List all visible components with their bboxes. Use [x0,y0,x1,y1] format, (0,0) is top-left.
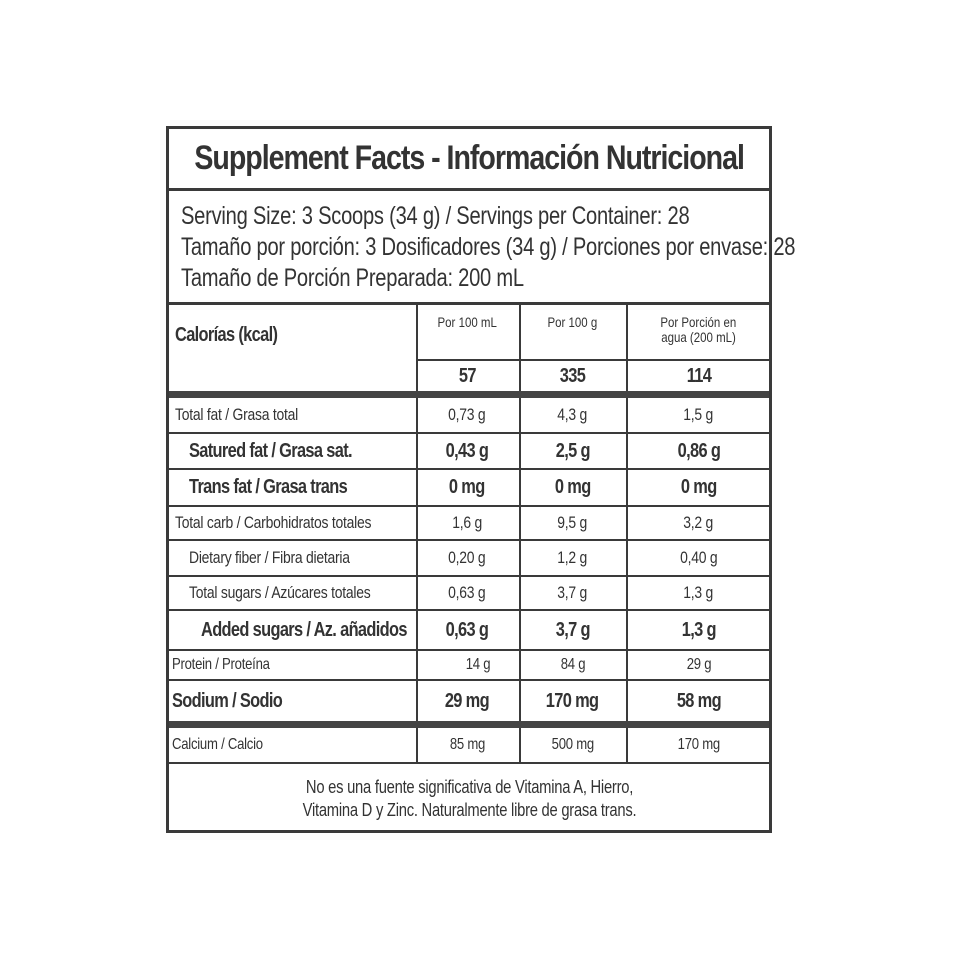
value-per-serving: 1,3 g [681,618,716,641]
value-per-100ml: 1,6 g [452,513,482,532]
value-per-serving: 3,2 g [683,513,714,532]
value-per-serving: 0,86 g [677,439,720,462]
calories-row [169,361,769,391]
divider [169,762,769,764]
value-per-100ml: 85 mg [449,736,485,753]
value-per-100g: 4,3 g [557,405,588,424]
nutrient-row-dietary-fiber [169,541,769,575]
footnote-line-2: Vitamina D y Zinc. Naturalmente libre de grasa trans. [302,799,636,820]
col-header-per-100g: Por 100 g [547,314,598,330]
value-per-100ml: 0,43 g [445,439,489,462]
value-per-100g: 0 mg [554,476,591,498]
thick-divider [169,391,769,398]
value-per-100g: 1,2 g [557,548,588,567]
column-header-row [169,311,769,359]
value-per-100g: 500 mg [551,736,594,753]
nutrient-label: Added sugars / Az. añadidos [201,618,407,641]
value-per-100g: 170 mg [546,689,599,712]
title-section [169,129,769,191]
column-divider [626,305,628,391]
supplement-facts-label [166,126,796,833]
nutrient-label: Total sugars / Azúcares totales [189,583,371,602]
nutrient-row-protein [169,651,769,679]
value-per-serving: 1,5 g [683,405,714,424]
value-per-100g: 2,5 g [555,439,590,462]
value-per-serving: 29 g [686,656,711,673]
footnote-line-1: No es una fuente significativa de Vitamina A, Hierro, [305,776,633,797]
thick-divider [169,721,769,728]
nutrient-label: Total fat / Grasa total [175,405,298,424]
nutrient-row-total-sugars [169,577,769,609]
serving-section [169,191,796,305]
nutrient-row-added-sugars [169,611,769,649]
column-divider [519,305,521,391]
value-per-serving: 1,3 g [683,583,714,602]
column-divider [416,305,418,391]
value-per-serving: 0 mg [680,476,717,498]
value-per-100g: 84 g [560,656,585,673]
calories-per-100ml: 57 [458,364,476,387]
nutrient-row-sodium [169,681,769,721]
value-per-100ml: 0,73 g [448,405,486,424]
nutrient-row-trans-fat [169,470,769,505]
nutrient-row-calcium [169,728,769,762]
value-per-100ml: 29 mg [444,689,490,712]
divider [417,359,769,361]
value-per-serving: 170 mg [677,736,720,753]
prepared-serving-size: Tamaño de Porción Preparada: 200 mL [181,264,524,292]
value-per-100g: 3,7 g [557,583,588,602]
value-per-100ml: 0,63 g [445,618,489,641]
nutrient-row-total-carb [169,507,769,539]
value-per-100ml: 0 mg [449,476,485,498]
value-per-100ml: 0,63 g [448,583,486,602]
calories-per-serving: 114 [686,364,711,387]
nutrient-label: Trans fat / Grasa trans [189,476,348,498]
col-header-per-serving-line2: agua (200 mL) [661,329,736,345]
value-per-serving: 58 mg [676,689,721,712]
footnote [169,767,769,830]
calories-label: Calorías (kcal) [175,323,278,346]
calories-per-100g: 335 [559,364,586,387]
value-per-100ml: 14 g [465,656,491,673]
nutrient-label: Sodium / Sodio [172,689,283,712]
col-header-per-100ml: Por 100 mL [437,314,497,330]
value-per-100g: 9,5 g [557,513,588,532]
nutrient-label: Calcium / Calcio [172,736,263,753]
label-title: Supplement Facts - Información Nutricional [194,139,744,177]
nutrient-label: Total carb / Carbohidratos totales [175,513,372,532]
col-header-per-serving-line1: Por Porción en [660,314,737,330]
value-per-serving: 0,40 g [679,548,718,567]
serving-size-es: Tamaño por porción: 3 Dosificadores (34 g) / Porciones por envase: 28 [181,233,796,261]
nutrient-row-saturated-fat [169,434,769,468]
nutrient-row-total-fat [169,398,769,432]
nutrient-label: Satured fat / Grasa sat. [189,439,352,462]
value-per-100g: 3,7 g [555,618,590,641]
nutrient-label: Protein / Proteína [172,656,270,673]
serving-size-en: Serving Size: 3 Scoops (34 g) / Servings per Container: 28 [181,202,690,230]
nutrient-label: Dietary fiber / Fibra dietaria [189,548,350,567]
value-per-100ml: 0,20 g [448,548,486,567]
